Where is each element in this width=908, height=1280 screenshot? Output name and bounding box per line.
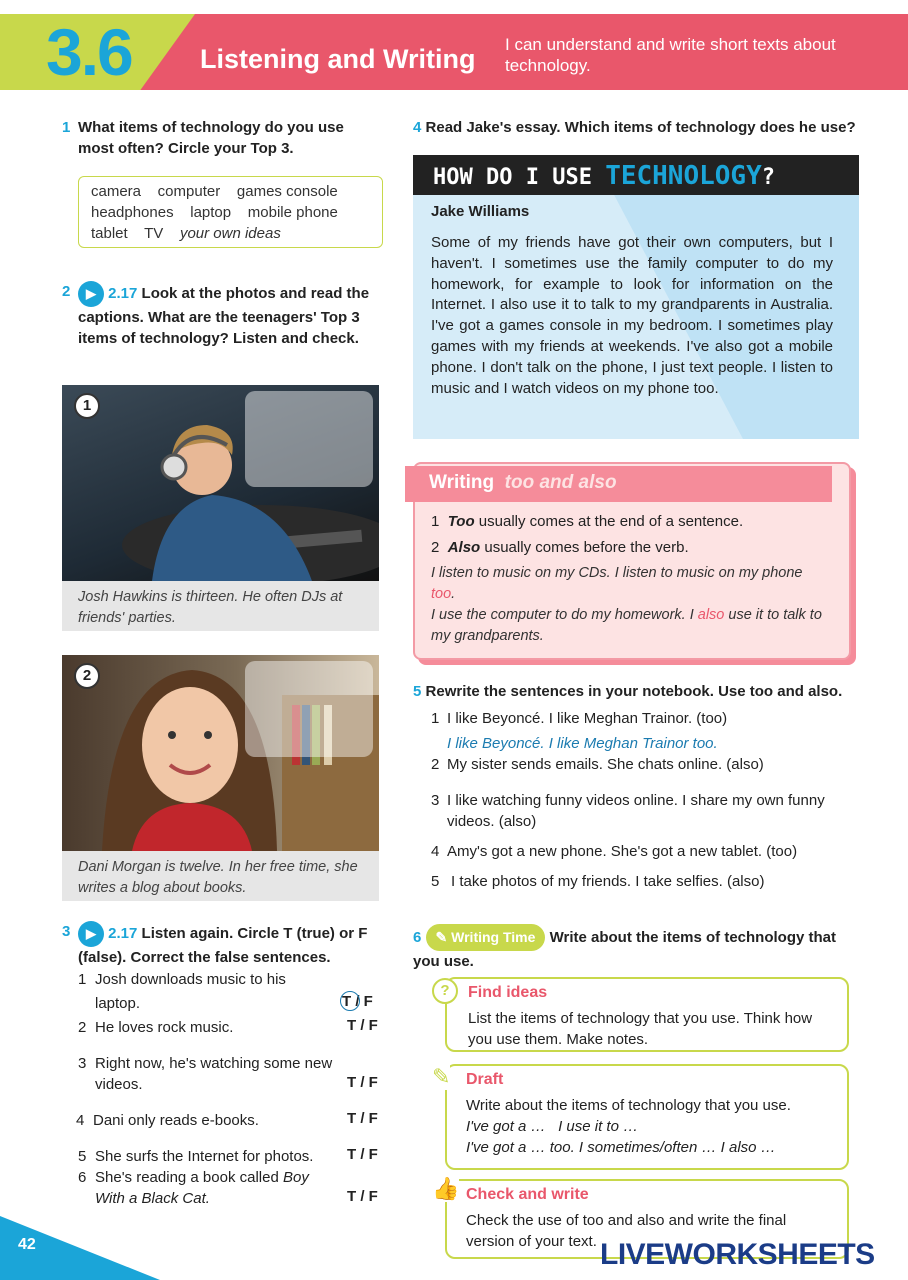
ex5-item-4: 4 Amy's got a new phone. She's got a new tablet. (too): [431, 843, 798, 860]
true-false-choice[interactable]: T / F: [347, 1146, 378, 1163]
girl-smiling-image: [62, 655, 379, 851]
ex3-item-6-cont: With a Black Cat.: [95, 1190, 210, 1207]
true-false-choice[interactable]: T / F: [347, 1188, 378, 1205]
essay-body: Some of my friends have got their own computers, but I haven't. I sometimes use the family computer to do my homework, for example to look for information on the Internet. I also use it to talk to my grandparents in Australia. I've got a games console in my bedroom. I sometimes play games with my friends at weekends. I've also got a mobile phone. I don't talk on the phone, I just text people. I listen to music and I watch videos on my phone too.: [431, 234, 833, 397]
writing-example-2: I use the computer to do my homework. I also use it to talk to my grandparents.: [431, 607, 822, 644]
ex3-item-6: 6 She's reading a book called Boy: [78, 1169, 309, 1186]
page-number: 42: [18, 1236, 36, 1253]
essay-author: Jake Williams: [431, 203, 530, 220]
circled-answer-mark: [340, 991, 360, 1011]
stage2-model-1: I've got a … I use it to …: [466, 1118, 639, 1135]
true-false-choice[interactable]: T / F: [347, 1074, 378, 1091]
ex5-item-5: 5 I take photos of my friends. I take selfies. (also): [431, 873, 765, 890]
thumbs-up-icon: 👍: [432, 1176, 460, 1201]
stage1-text: List the items of technology that you use. Think how you use them. Make notes.: [468, 1010, 813, 1048]
audio-speaker-icon[interactable]: ▶: [78, 921, 104, 947]
true-false-choice[interactable]: T / F: [342, 993, 373, 1010]
ex3-item-5: 5 She surfs the Internet for photos.: [78, 1148, 314, 1165]
ex5-question: 5 Rewrite the sentences in your notebook. Use too and also.: [413, 683, 843, 700]
ex5-item-1: 1 I like Beyoncé. I like Meghan Trainor. (too): [431, 710, 728, 727]
page-subtitle: I can understand and write short texts about technology.: [505, 35, 836, 75]
ex3-item-2: 2 He loves rock music.: [78, 1019, 234, 1036]
ex3-question: 3 ▶ 2.17 Listen again. Circle T (true) or F (false). Correct the false sentences.: [62, 923, 368, 966]
watermark-logo: LIVEWORKSHEETS: [600, 1238, 875, 1271]
ex3-item-1: 1 Josh downloads music to his: [78, 971, 286, 988]
photo-josh: [62, 385, 379, 581]
ex1-question: 1 What items of technology do you use most often? Circle your Top 3.: [62, 119, 344, 157]
ex3-item-3: 3 Right now, he's watching some new: [78, 1055, 333, 1072]
photo-number-2: 2: [74, 663, 100, 689]
unit-number: 3.6: [46, 15, 132, 89]
ex3-item-1-cont: laptop.: [95, 995, 141, 1012]
ex5-example-answer: I like Beyoncé. I like Meghan Trainor too.: [447, 735, 718, 752]
audio-speaker-icon[interactable]: ▶: [78, 281, 104, 307]
writing-tip-title: Writing too and also: [405, 466, 832, 502]
photo-number-1: 1: [74, 393, 100, 419]
essay-title: HOW DO I USE TECHNOLOGY?: [413, 155, 859, 195]
caption-1: Josh Hawkins is thirteen. He often DJs at friends' parties.: [62, 581, 379, 631]
ex3-item-3-cont: videos.: [95, 1076, 143, 1093]
writing-rule-1: 1 Too usually comes at the end of a sentence.: [431, 513, 744, 530]
question-icon: ?: [432, 978, 458, 1004]
pencil-icon: ✎: [432, 1064, 451, 1089]
ex5-item-2: 2 My sister sends emails. She chats online. (also): [431, 756, 764, 773]
writing-time-badge: ✎ Writing Time: [426, 924, 546, 951]
page-title: Listening and Writing: [200, 44, 476, 74]
ex3-item-4: 4 Dani only reads e-books.: [76, 1112, 259, 1129]
stage3-text: Check the use of too and also and write the final version of your text.: [466, 1212, 787, 1250]
ex1-word-box: camera computer games console headphones laptop mobile phone tablet TV your own ideas: [78, 176, 383, 248]
true-false-choice[interactable]: T / F: [347, 1017, 378, 1034]
ex4-question: 4 Read Jake's essay. Which items of technology does he use?: [413, 119, 856, 136]
writing-example-1: I listen to music on my CDs. I listen to music on my phone too.: [431, 565, 803, 602]
stage3-title: Check and write: [466, 1186, 589, 1203]
ex2-question: 2 ▶ 2.17 Look at the photos and read the captions. What are the teenagers' Top 3 items of technology? Listen and check.: [62, 283, 370, 347]
stage2-title: Draft: [466, 1071, 504, 1088]
true-false-choice[interactable]: T / F: [347, 1110, 378, 1127]
ex5-item-3: 3 I like watching funny videos online. I share my own funny videos. (also): [431, 792, 825, 830]
caption-2: Dani Morgan is twelve. In her free time, she writes a blog about books.: [62, 851, 379, 901]
boy-with-headphones-image: [62, 385, 379, 581]
stage1-title: Find ideas: [468, 984, 548, 1001]
ex6-question: 6 ✎ Writing Time Write about the items of technology that you use.: [413, 924, 853, 972]
stage2-text: Write about the items of technology that you use.: [466, 1097, 791, 1114]
photo-dani: [62, 655, 379, 851]
writing-rule-2: 2 Also usually comes before the verb.: [431, 539, 689, 556]
stage2-model-2: I've got a … too. I sometimes/often … I also …: [466, 1139, 776, 1156]
